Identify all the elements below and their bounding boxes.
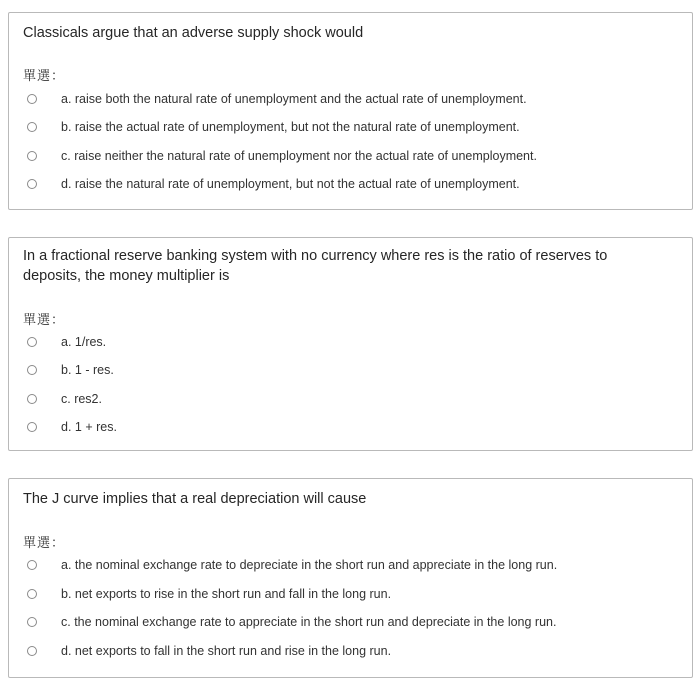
single-choice-label: 單選：	[23, 68, 66, 83]
radio-button[interactable]	[27, 122, 37, 132]
option-c[interactable]	[27, 388, 682, 410]
radio-button[interactable]	[27, 365, 37, 375]
option-label: a. raise both the natural rate of unemployment and the actual rate of unemployment.	[61, 92, 527, 106]
radio-button[interactable]	[27, 94, 37, 104]
option-c[interactable]	[27, 611, 682, 633]
question-card-1	[8, 12, 693, 210]
question-text: The J curve implies that a real depreciation will cause	[23, 491, 367, 507]
option-label: b. raise the actual rate of unemployment, but not the natural rate of unemployment.	[61, 120, 520, 134]
option-b[interactable]	[27, 583, 682, 605]
option-c[interactable]	[27, 145, 682, 167]
option-a[interactable]	[27, 331, 682, 353]
radio-button[interactable]	[27, 337, 37, 347]
radio-button[interactable]	[27, 422, 37, 432]
question-card-3	[8, 478, 693, 678]
option-b[interactable]	[27, 116, 682, 138]
option-label: d. 1 + res.	[61, 420, 117, 434]
option-label: c. res2.	[61, 392, 102, 406]
question-card-2	[8, 237, 693, 451]
option-d[interactable]	[27, 173, 682, 195]
single-choice-label: 單選：	[23, 312, 66, 327]
radio-button[interactable]	[27, 151, 37, 161]
option-label: d. net exports to fall in the short run and rise in the long run.	[61, 644, 392, 658]
radio-button[interactable]	[27, 560, 37, 570]
option-label: b. net exports to rise in the short run and fall in the long run.	[61, 587, 392, 601]
option-label: a. 1/res.	[61, 335, 107, 349]
question-text: In a fractional reserve banking system with no currency where res is the ratio of reserves to deposits, the money multiplier is	[23, 248, 608, 284]
radio-button[interactable]	[27, 646, 37, 656]
single-choice-label: 單選：	[23, 535, 66, 550]
radio-button[interactable]	[27, 617, 37, 627]
question-text: Classicals argue that an adverse supply shock would	[23, 25, 364, 41]
option-label: d. raise the natural rate of unemployment, but not the actual rate of unemployment.	[61, 177, 520, 191]
option-b[interactable]	[27, 359, 682, 381]
option-a[interactable]	[27, 88, 682, 110]
option-label: a. the nominal exchange rate to depreciate in the short run and appreciate in the long run.	[61, 558, 558, 572]
option-label: c. the nominal exchange rate to appreciate in the short run and depreciate in the long run.	[61, 615, 557, 629]
option-d[interactable]	[27, 416, 682, 438]
option-a[interactable]	[27, 554, 682, 576]
option-d[interactable]	[27, 640, 682, 662]
option-label: c. raise neither the natural rate of unemployment nor the actual rate of unemployment.	[61, 149, 537, 163]
radio-button[interactable]	[27, 394, 37, 404]
radio-button[interactable]	[27, 589, 37, 599]
option-label: b. 1 - res.	[61, 363, 114, 377]
radio-button[interactable]	[27, 179, 37, 189]
